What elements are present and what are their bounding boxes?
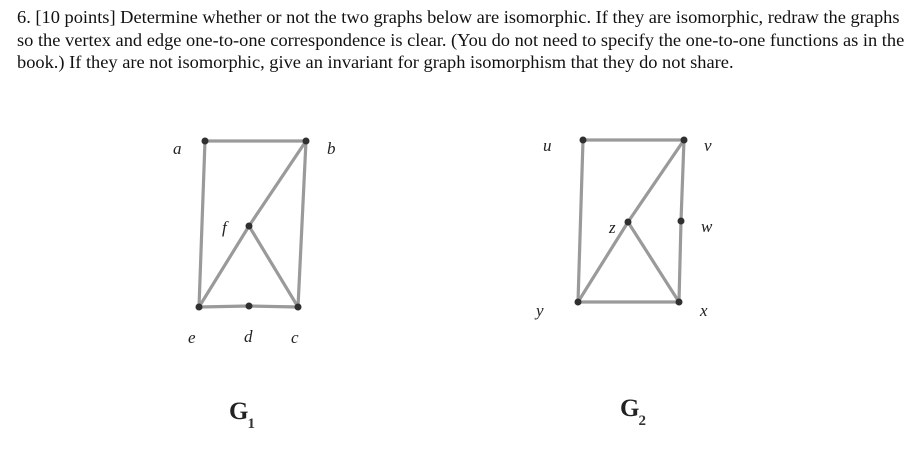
edge-w-x: [679, 221, 681, 302]
vertex-label-e: e: [188, 328, 196, 347]
vertex-w: [678, 218, 685, 225]
vertex-v: [681, 137, 688, 144]
vertex-label-x: x: [700, 301, 708, 320]
vertex-label-z: z: [609, 218, 616, 237]
edge-e-d: [199, 306, 249, 307]
vertex-f: [246, 223, 253, 230]
vertex-label-d: d: [244, 327, 253, 346]
edge-b-c: [298, 141, 306, 307]
vertex-a: [202, 138, 209, 145]
vertex-x: [676, 299, 683, 306]
vertex-label-a: a: [173, 139, 182, 158]
vertex-label-f: f: [222, 218, 227, 237]
vertex-c: [295, 304, 302, 311]
graph-subscript-g2: 2: [638, 413, 646, 429]
vertex-label-u: u: [543, 136, 552, 155]
edge-z-x: [628, 222, 679, 302]
edge-z-y: [578, 222, 628, 302]
vertex-b: [303, 138, 310, 145]
vertex-y: [575, 299, 582, 306]
vertex-label-w: w: [701, 217, 713, 236]
vertex-e: [196, 304, 203, 311]
edge-f-c: [249, 226, 298, 307]
edge-v-z: [628, 140, 684, 222]
vertex-d: [246, 303, 253, 310]
edge-v-w: [681, 140, 684, 221]
edge-u-y: [578, 140, 583, 302]
graph-subscript-g1: 1: [247, 416, 255, 432]
problem-statement: 6. [10 points] Determine whether or not the two graphs below are isomorphic. If they are isomorphic, redraw the graphs so the vertex and edge one-to-one correspondence is clear. (You do not need to specify the one-to-one functions as in the book.) If they are not isomorphic, give an invariant for graph isomorphism that they do not share.: [17, 7, 905, 72]
vertex-label-y: y: [536, 301, 544, 320]
vertex-u: [580, 137, 587, 144]
edge-d-c: [249, 306, 298, 307]
vertex-label-b: b: [327, 139, 336, 158]
vertex-z: [625, 219, 632, 226]
vertex-label-v: v: [704, 136, 712, 155]
graph-label-g2: G2: [620, 395, 646, 429]
edge-a-e: [199, 141, 205, 307]
graph-g2: [534, 136, 713, 429]
edge-b-f: [249, 141, 306, 226]
edge-f-e: [199, 226, 249, 307]
graph-label-g1: G1: [229, 398, 255, 432]
graph-g1: [173, 138, 336, 433]
vertex-label-c: c: [291, 328, 299, 347]
